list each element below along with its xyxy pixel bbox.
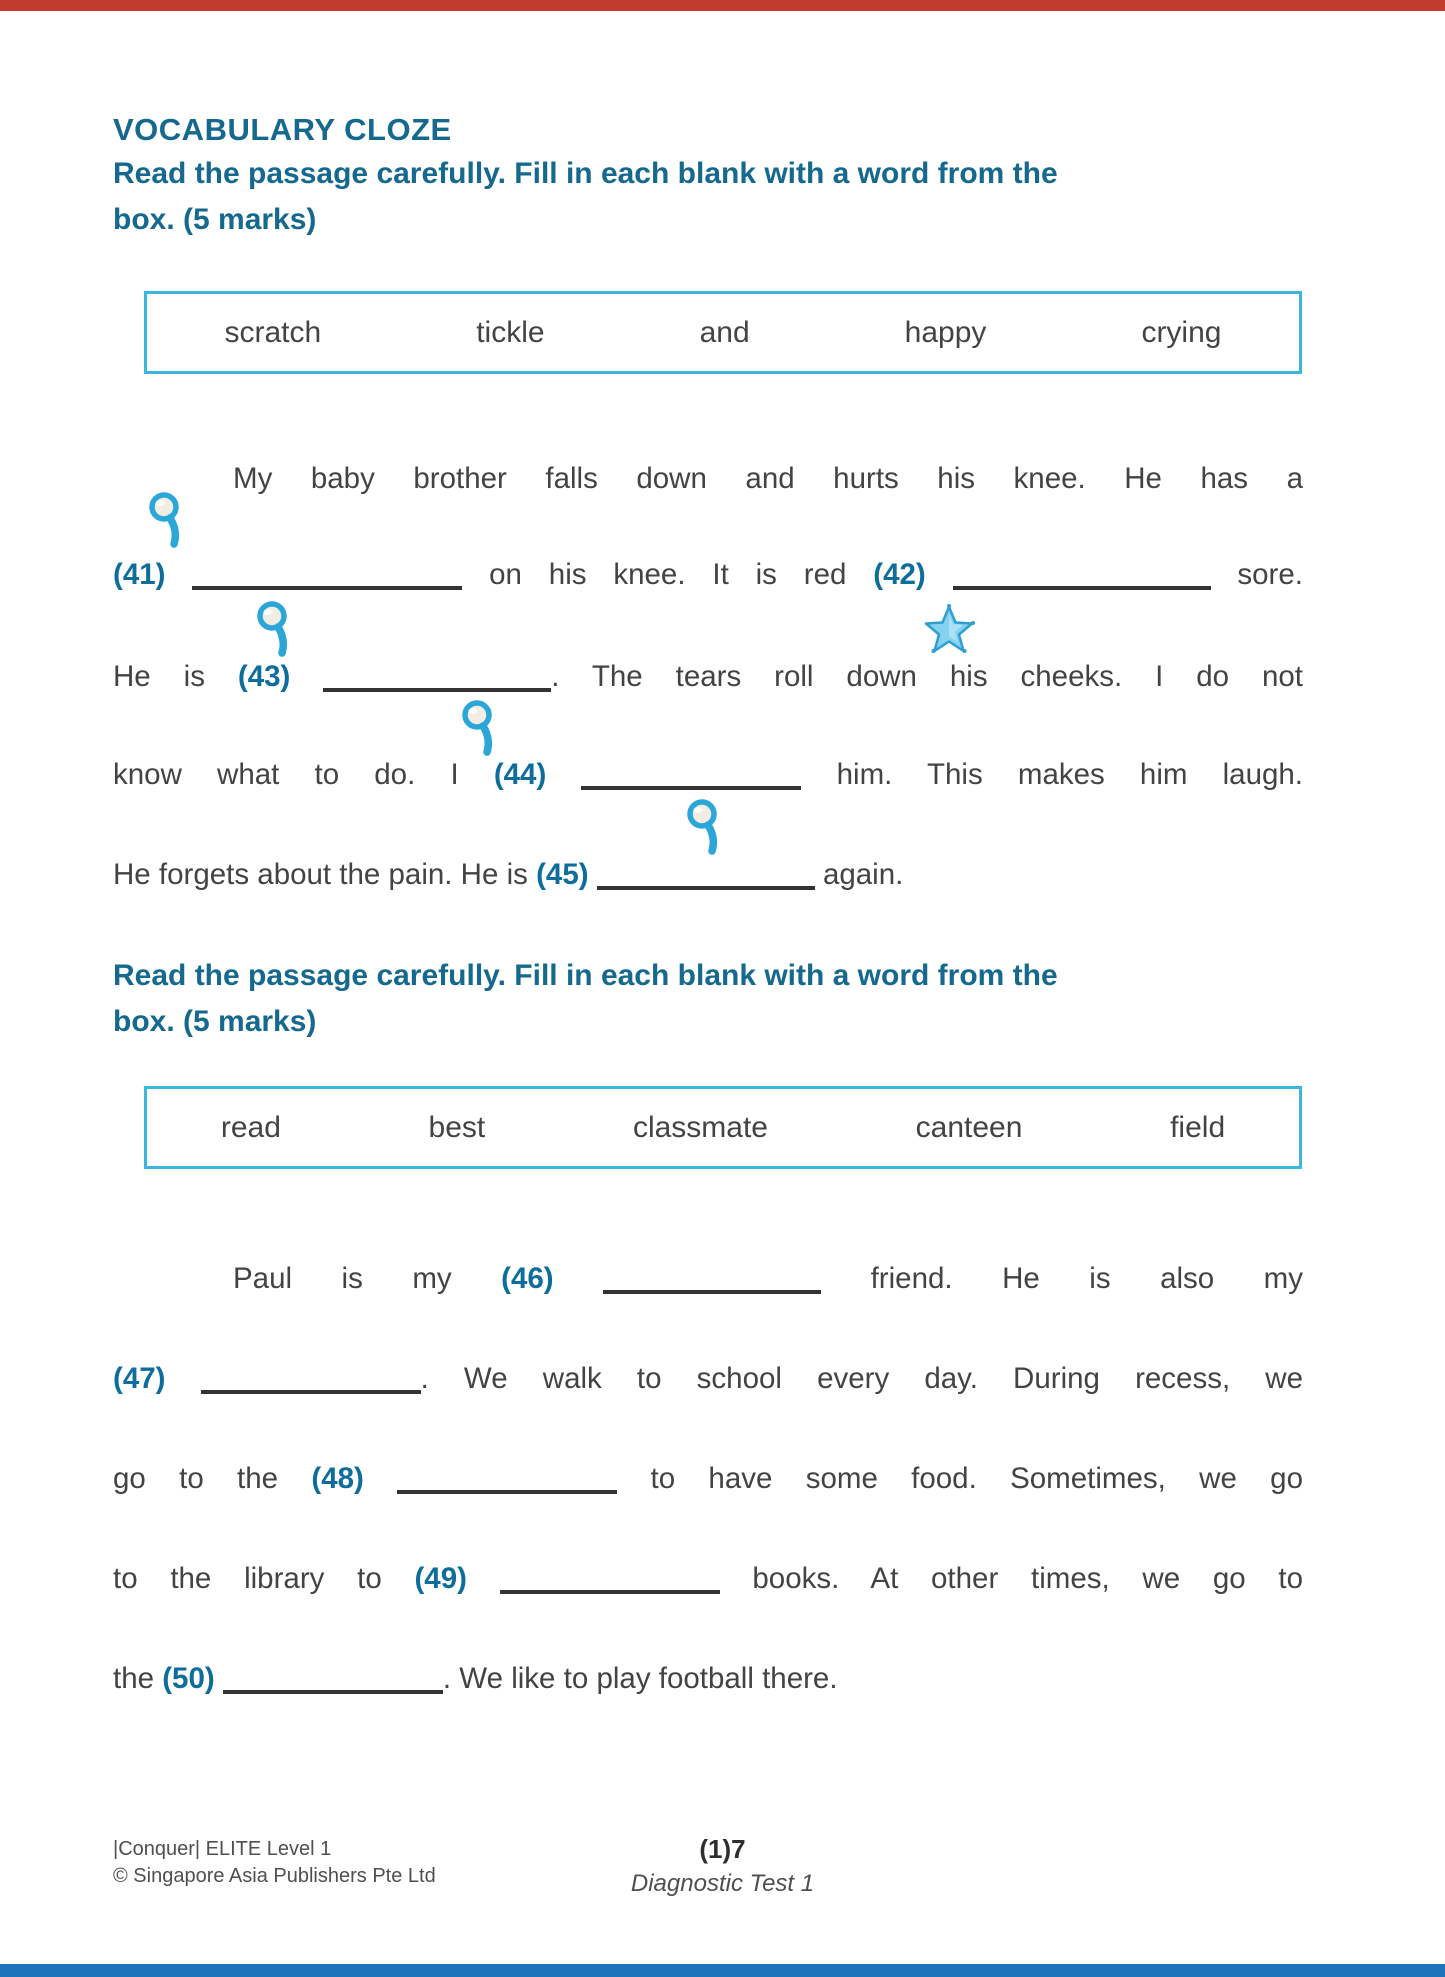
instruction-text-line2: box. (5 marks) bbox=[113, 1005, 317, 1038]
passage-line: the (50) . We like to play football there. bbox=[113, 1662, 838, 1695]
word-bank-word: best bbox=[428, 1110, 486, 1144]
passage-line: to the library to (49) books. At other times, we go to bbox=[113, 1562, 1303, 1595]
passage-line: Paul is my (46) friend. He is also my bbox=[113, 1260, 1303, 1298]
blank-number: (46) bbox=[501, 1262, 554, 1295]
word-bank-word: happy bbox=[904, 315, 987, 349]
blank-number: (43) bbox=[237, 660, 291, 693]
page-title: VOCABULARY CLOZE bbox=[113, 112, 452, 147]
word-bank-word: tickle bbox=[476, 315, 545, 349]
passage-line: (47) . We walk to school every day. During recess, we bbox=[113, 1362, 1304, 1395]
answer-blank bbox=[397, 1464, 617, 1494]
word-bank-word: classmate bbox=[632, 1110, 768, 1144]
passage-line: know what to do. I (44) him. This makes him laugh. bbox=[113, 758, 1303, 791]
magnifier-icon bbox=[144, 491, 190, 553]
footer-test-name: Diagnostic Test 1 bbox=[630, 1870, 815, 1897]
answer-blank bbox=[323, 662, 551, 692]
passage-line: My baby brother falls down and hurts his knee. He has a bbox=[113, 460, 1303, 498]
blank-number: (41) bbox=[113, 558, 166, 591]
instruction-text-line1: Read the passage carefully. Fill in each blank with a word from the bbox=[113, 157, 1058, 190]
word-bank-word: scratch bbox=[224, 315, 322, 349]
word-bank-box-2 bbox=[144, 1086, 1302, 1169]
word-bank-word: and bbox=[699, 315, 750, 349]
passage-line: He is (43) . The tears roll down his cheeks. I do not bbox=[113, 660, 1303, 693]
paragraph-indent bbox=[113, 1287, 233, 1288]
magnifier-icon bbox=[457, 699, 503, 761]
answer-blank bbox=[223, 1664, 443, 1694]
answer-blank bbox=[603, 1264, 821, 1294]
magnifier-icon bbox=[252, 600, 298, 662]
word-bank-box-1 bbox=[144, 291, 1302, 374]
blank-number: (50) bbox=[162, 1662, 215, 1695]
star-icon bbox=[922, 601, 976, 657]
word-bank-word: canteen bbox=[915, 1110, 1023, 1144]
magnifier-icon bbox=[682, 798, 728, 860]
instruction-text-line1: Read the passage carefully. Fill in each blank with a word from the bbox=[113, 959, 1058, 992]
answer-blank bbox=[201, 1364, 421, 1394]
page-top-color-bar bbox=[0, 0, 1445, 11]
word-bank-word: crying bbox=[1141, 315, 1222, 349]
word-bank-word: read bbox=[220, 1110, 281, 1144]
passage-line: (41) on his knee. It is red (42) sore. bbox=[113, 558, 1303, 591]
blank-number: (49) bbox=[414, 1562, 467, 1595]
answer-blank bbox=[597, 860, 815, 890]
blank-number: (45) bbox=[536, 858, 589, 891]
passage-line: He forgets about the pain. He is (45) again. bbox=[113, 858, 904, 891]
answer-blank bbox=[953, 560, 1211, 590]
blank-number: (42) bbox=[873, 558, 926, 591]
blank-number: (47) bbox=[113, 1362, 166, 1395]
passage-line: go to the (48) to have some food. Sometimes, we go bbox=[113, 1462, 1303, 1495]
blank-number: (48) bbox=[311, 1462, 364, 1495]
instruction-text-line2: box. (5 marks) bbox=[113, 203, 317, 236]
answer-blank bbox=[581, 760, 801, 790]
answer-blank bbox=[500, 1564, 720, 1594]
footer-imprint-line1: |Conquer| ELITE Level 1 bbox=[113, 1838, 332, 1860]
page-bottom-color-bar bbox=[0, 1964, 1445, 1977]
footer-imprint-line2: © Singapore Asia Publishers Pte Ltd bbox=[113, 1865, 436, 1887]
footer-page-number: (1)7 bbox=[699, 1834, 746, 1864]
answer-blank bbox=[192, 560, 462, 590]
word-bank-word: field bbox=[1170, 1110, 1226, 1144]
paragraph-indent bbox=[113, 487, 233, 488]
blank-number: (44) bbox=[493, 758, 547, 791]
